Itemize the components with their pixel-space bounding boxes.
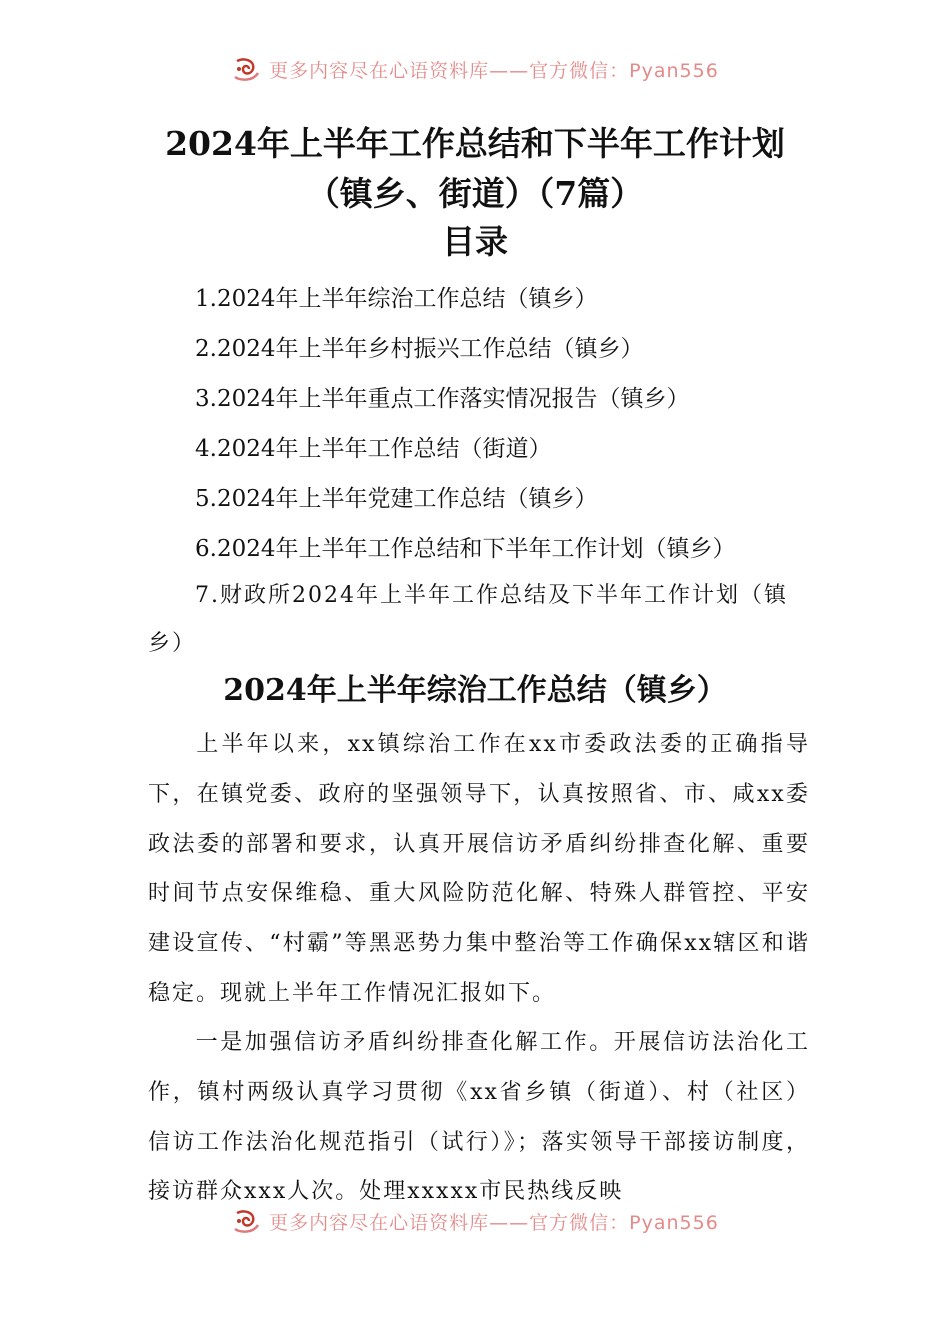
toc-item: 4.2024年上半年工作总结（街道） — [195, 436, 552, 462]
toc-item-7-text: 7.财政所2024年上半年工作总结及下半年工作计划（镇乡） — [148, 583, 788, 656]
toc-item: 2.2024年上半年乡村振兴工作总结（镇乡） — [195, 336, 644, 362]
toc-item: 6.2024年上半年工作总结和下半年工作计划（镇乡） — [195, 536, 736, 562]
section-title: 2024年上半年综治工作总结（镇乡） — [223, 673, 727, 708]
watermark-bottom — [0, 1204, 950, 1238]
document-title-line2: （镇乡、街道）（7篇） — [306, 174, 644, 213]
body-paragraph — [148, 1018, 810, 1217]
body-paragraph — [148, 720, 810, 1019]
swirl-logo-icon — [231, 55, 261, 83]
table-of-contents — [195, 274, 735, 574]
watermark-text: 更多内容尽在心语资料库——官方微信：Pyan556 — [269, 59, 719, 82]
toc-item-7 — [148, 572, 808, 668]
toc-item: 5.2024年上半年党建工作总结（镇乡） — [195, 486, 598, 512]
toc-item: 3.2024年上半年重点工作落实情况报告（镇乡） — [195, 386, 690, 412]
watermark-top — [0, 52, 950, 86]
toc-item: 1.2024年上半年综治工作总结（镇乡） — [195, 286, 598, 312]
watermark-text: 更多内容尽在心语资料库——官方微信：Pyan556 — [269, 1211, 719, 1234]
paragraph-text: 上半年以来，xx镇综治工作在xx市委政法委的正确指导下，在镇党委、政府的坚强领导下，认真按照省、市、咸xx委政法委的部署和要求，认真开展信访矛盾纠纷排查化解、重要时间节点安保维稳、重大风险防范化解、特殊人群管控、平安建设宣传、“村霸”等黑恶势力集中整治等工作确保xx辖区和谐稳定。现就上半年工作情况汇报如下。 — [148, 732, 810, 1006]
document-title-line1: 2024年上半年工作总结和下半年工作计划 — [165, 124, 785, 163]
paragraph-text: 一是加强信访矛盾纠纷排查化解工作。开展信访法治化工作，镇村两级认真学习贯彻《xx省乡镇（街道）、村（社区）信访工作法治化规范指引（试行）》；落实领导干部接访制度，接访群众xxx人次。处理xxxxx市民热线反映 — [148, 1030, 810, 1205]
toc-heading: 目录 — [442, 222, 508, 261]
swirl-logo-icon — [231, 1207, 261, 1235]
